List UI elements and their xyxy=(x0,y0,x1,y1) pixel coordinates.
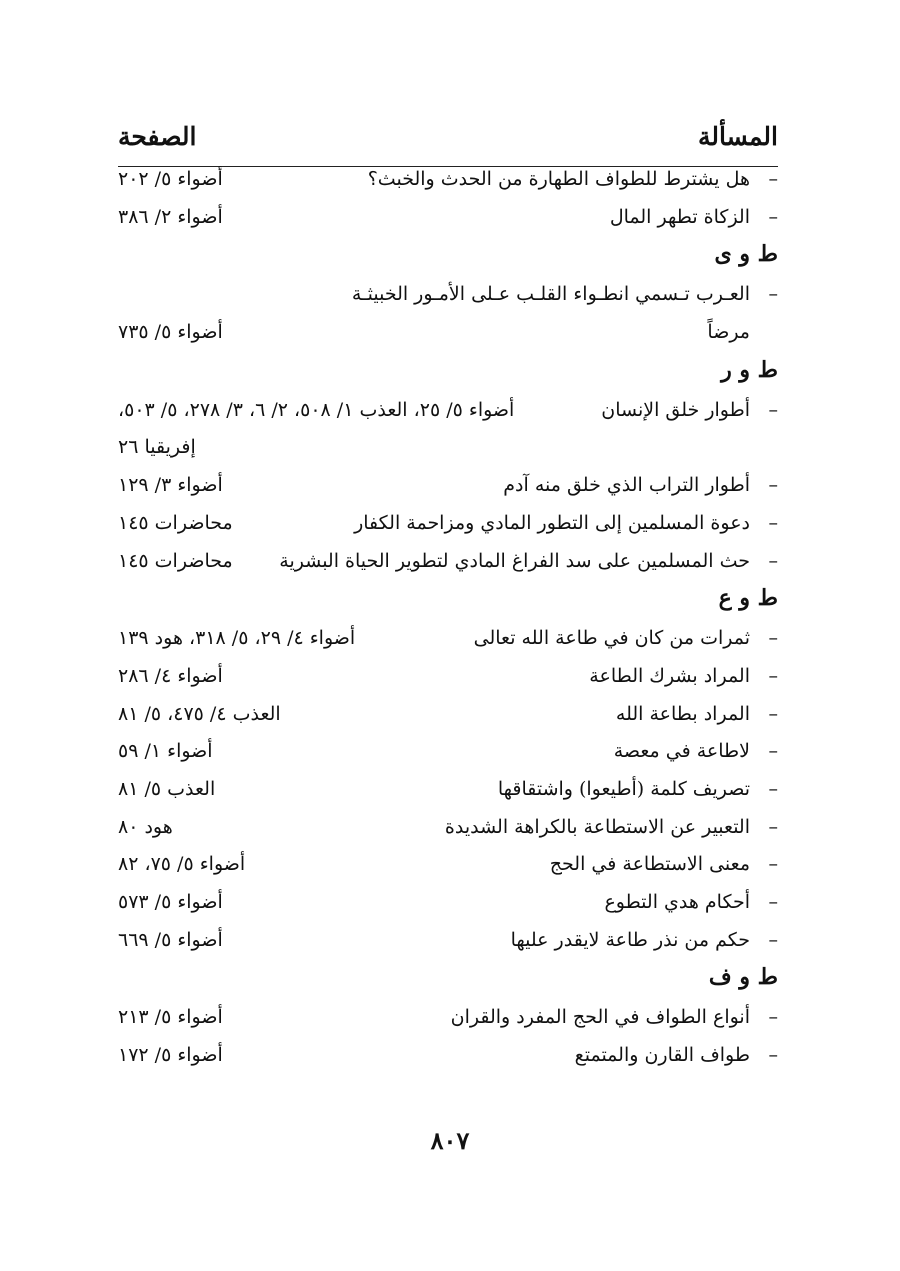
entry-page-reference: أضواء ٥/ ٦٦٩ xyxy=(118,928,223,951)
entry-dash: – xyxy=(768,627,778,650)
entry-topic: أطوار التراب الذي خلق منه آدم xyxy=(503,474,750,497)
entry-dash: – xyxy=(768,853,778,876)
entry-dash: – xyxy=(768,549,778,572)
root-group-heading xyxy=(118,964,778,1004)
entry-topic: حكم من نذر طاعة لايقدر عليها xyxy=(510,928,750,951)
entry-page-reference: محاضرات ١٤٥ xyxy=(118,511,233,534)
index-entry-continuation xyxy=(118,434,778,472)
entry-page-reference: أضواء ٥/ ٥٧٣ xyxy=(118,891,223,913)
entry-page-reference: العذب ٤/ ٤٧٥، ٥/ ٨١ xyxy=(118,702,281,725)
page-column-heading: الصفحة xyxy=(118,122,197,151)
entry-topic: معنى الاستطاعة في الحج xyxy=(549,853,750,876)
index-entry xyxy=(118,701,778,739)
entry-topic: أحكام هدي التطوع xyxy=(604,891,750,913)
entry-topic: العـرب تـسمي انطـواء القلـب عـلى الأمـور الخبيثـة xyxy=(351,283,750,306)
index-entry xyxy=(118,889,778,927)
entry-page-reference: أضواء ٥/ ٢٠٢ xyxy=(118,168,223,190)
entry-page-reference: محاضرات ١٤٥ xyxy=(118,549,233,572)
entry-topic: تصريف كلمة (أطيعوا) واشتقاقها xyxy=(497,777,750,800)
index-entry xyxy=(118,814,778,852)
entry-dash: – xyxy=(768,283,778,306)
entry-page-reference: هود ٨٠ xyxy=(118,815,173,838)
entry-dash: – xyxy=(768,664,778,687)
index-body xyxy=(118,166,778,1080)
entry-page-reference: أضواء ٥/ ٧٥، ٨٢ xyxy=(118,853,246,876)
index-entry xyxy=(118,281,778,319)
entry-dash: – xyxy=(768,702,778,725)
entry-topic: التعبير عن الاستطاعة بالكراهة الشديدة xyxy=(444,815,750,838)
index-entry xyxy=(118,1004,778,1042)
entry-dash: – xyxy=(768,740,778,763)
entry-dash: – xyxy=(768,1044,778,1067)
index-entry xyxy=(118,927,778,965)
table-header xyxy=(118,118,778,167)
index-entry xyxy=(118,1042,778,1080)
index-entry xyxy=(118,166,778,204)
topic-column-heading: المسألة xyxy=(698,122,778,151)
index-entry xyxy=(118,510,778,548)
entry-topic: طواف القارن والمتمتع xyxy=(574,1044,750,1067)
entry-page-reference: أضواء ٤/ ٢٨٦ xyxy=(118,664,223,687)
entry-topic: الزكاة تطهر المال xyxy=(609,205,750,228)
entry-dash: – xyxy=(768,511,778,534)
entry-page-reference: أضواء ٥/ ٢١٣ xyxy=(118,1006,223,1029)
entry-dash: – xyxy=(768,891,778,913)
index-entry xyxy=(118,472,778,510)
entry-topic: المراد بطاعة الله xyxy=(615,702,750,725)
entry-topic: أنواع الطواف في الحج المفرد والقران xyxy=(450,1006,750,1029)
entry-page-reference: أضواء ٢/ ٣٨٦ xyxy=(118,205,223,228)
entry-topic: مرضاً xyxy=(707,321,750,344)
root-group-heading xyxy=(118,585,778,625)
root-letters: ط و ى xyxy=(714,241,778,268)
root-letters: ط و ع xyxy=(718,585,778,612)
entry-topic: أطوار خلق الإنسان xyxy=(601,398,750,421)
entry-page-reference: أضواء ٥/ ٧٣٥ xyxy=(118,321,223,344)
entry-dash: – xyxy=(768,398,778,421)
entry-dash: – xyxy=(768,777,778,800)
entry-page-reference: أضواء ٤/ ٢٩، ٥/ ٣١٨، هود ١٣٩ xyxy=(118,627,356,650)
index-entry xyxy=(118,625,778,663)
entry-topic: هل يشترط للطواف الطهارة من الحدث والخبث؟ xyxy=(367,168,750,190)
entry-dash: – xyxy=(768,1006,778,1029)
root-letters: ط و ر xyxy=(721,356,778,383)
entry-topic: لاطاعة في معصة xyxy=(613,740,750,763)
entry-dash: – xyxy=(768,815,778,838)
entry-dash: – xyxy=(768,205,778,228)
index-entry xyxy=(118,204,778,242)
root-group-heading xyxy=(118,241,778,281)
root-letters: ط و ف xyxy=(708,964,778,991)
entry-page-reference: أضواء ٥/ ١٧٢ xyxy=(118,1044,223,1067)
index-entry xyxy=(118,851,778,889)
root-group-heading xyxy=(118,357,778,397)
entry-page-reference: العذب ٥/ ٨١ xyxy=(118,777,216,800)
index-entry xyxy=(118,548,778,586)
index-entry xyxy=(118,663,778,701)
entry-dash: – xyxy=(768,474,778,497)
entry-page-reference: أضواء ٥/ ٢٥، العذب ١/ ٥٠٨، ٢/ ٦، ٣/ ٢٧٨، ٥/ ٥٠٣، xyxy=(118,398,515,421)
entry-page-reference: إفريقيا ٢٦ xyxy=(118,436,196,459)
index-entry xyxy=(118,738,778,776)
entry-topic: ثمرات من كان في طاعة الله تعالى xyxy=(473,627,750,650)
page-number: ٨٠٧ xyxy=(430,1126,470,1155)
entry-dash: – xyxy=(768,928,778,951)
entry-topic: دعوة المسلمين إلى التطور المادي ومزاحمة الكفار xyxy=(354,511,750,534)
entry-dash: – xyxy=(768,168,778,190)
entry-topic: حث المسلمين على سد الفراغ المادي لتطوير الحياة البشرية xyxy=(279,549,750,572)
entry-page-reference: أضواء ٣/ ١٢٩ xyxy=(118,474,223,497)
index-entry-continuation xyxy=(118,319,778,357)
entry-page-reference: أضواء ١/ ٥٩ xyxy=(118,740,213,763)
index-entry xyxy=(118,776,778,814)
entry-topic: المراد بشرك الطاعة xyxy=(589,664,750,687)
index-entry xyxy=(118,397,778,435)
